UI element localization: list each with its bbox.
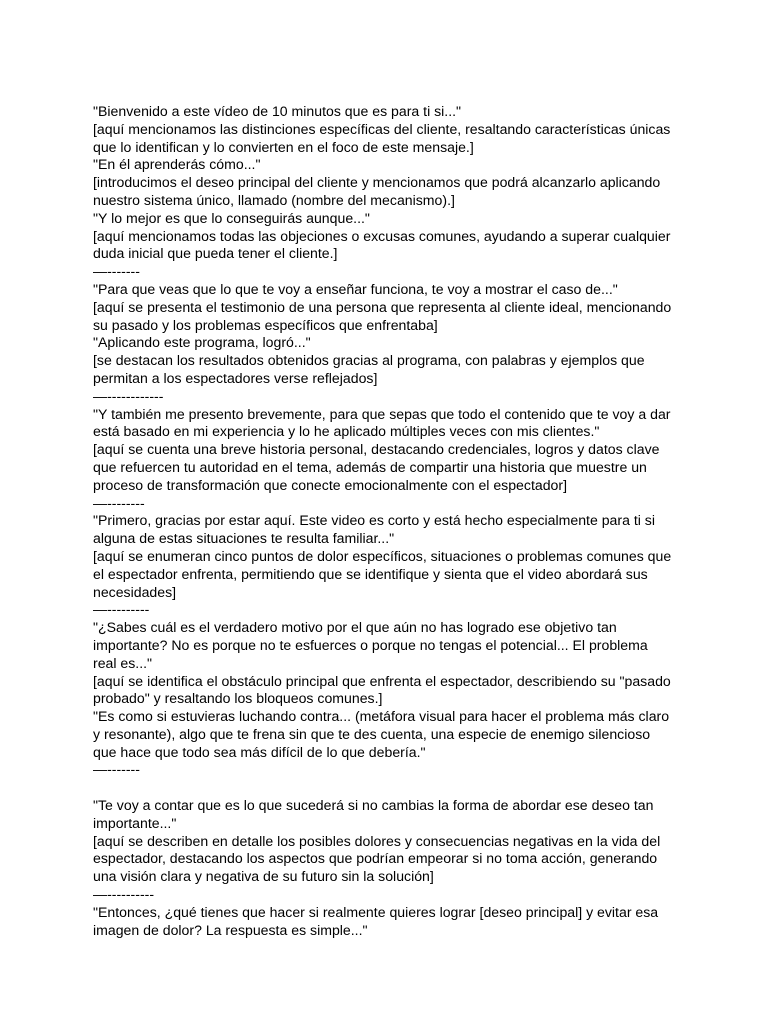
text-line: "Entonces, ¿qué tienes que hacer si realmente quieres lograr [deseo principal] y evitar esa <box>93 903 659 920</box>
text-line: [aquí se identifica el obstáculo principal que enfrenta el espectador, describiendo su "pasado <box>93 672 671 689</box>
text-line: —------------ <box>93 387 164 404</box>
text-line: "¿Sabes cuál es el verdadero motivo por el que aún no has logrado ese objetivo tan <box>93 619 617 636</box>
text-line: y resonante), algo que te frena sin que te des cuenta, una especie de enemigo silencioso <box>93 725 651 742</box>
text-line: imagen de dolor? La respuesta es simple..." <box>93 921 368 938</box>
text-line: está basado en mi experiencia y lo he aplicado múltiples veces con mis clientes." <box>93 423 600 440</box>
text-line: espectador, destacando los aspectos que podrían empeorar si no toma acción, generando <box>93 850 658 867</box>
text-line: —---------- <box>93 886 155 903</box>
text-line: [introducimos el deseo principal del cliente y mencionamos que podrá alcanzarlo aplicando <box>93 174 661 191</box>
text-line: [aquí mencionamos todas las objeciones o excusas comunes, ayudando a superar cualquier <box>93 227 671 244</box>
text-line: importante..." <box>93 814 177 831</box>
text-line: —------- <box>93 263 140 280</box>
text-line: "Y lo mejor es que lo conseguirás aunque..." <box>93 209 370 226</box>
text-line: [aquí mencionamos las distinciones específicas del cliente, resaltando características únicas <box>93 120 671 137</box>
text-line: que refuercen tu autoridad en el tema, además de compartir una historia que muestre un <box>93 458 647 475</box>
text-line: "Aplicando este programa, logró..." <box>93 334 311 351</box>
text-line: el espectador enfrenta, permitiendo que se identifique y sienta que el video abordará sus <box>93 565 648 582</box>
text-line: [aquí se enumeran cinco puntos de dolor específicos, situaciones o problemas comunes que <box>93 547 672 564</box>
text-line: [aquí se describen en detalle los posibles dolores y consecuencias negativas en la vida del <box>93 832 661 849</box>
text-line: una visión clara y negativa de su futuro sin la solución] <box>93 868 434 885</box>
text-line: necesidades] <box>93 583 177 600</box>
text-line: [se destacan los resultados obtenidos gracias al programa, con palabras y ejemplos que <box>93 352 645 369</box>
text-line: permitan a los espectadores verse reflejados] <box>93 369 378 386</box>
text-line: "Es como si estuvieras luchando contra... (metáfora visual para hacer el problema más claro <box>93 708 670 725</box>
text-line: "Bienvenido a este vídeo de 10 minutos que es para ti si..." <box>93 103 462 119</box>
text-line: "Para que veas que lo que te voy a enseñar funciona, te voy a mostrar el caso de..." <box>93 280 618 297</box>
text-line: "Te voy a contar que es lo que sucederá si no cambias la forma de abordar ese deseo tan <box>93 797 654 814</box>
text-line: alguna de estas situaciones te resulta familiar..." <box>93 530 395 547</box>
text-line: que lo identifican y lo convierten en el foco de este mensaje.] <box>93 138 474 155</box>
text-line: probado" y resaltando los bloqueos comunes.] <box>93 690 383 707</box>
text-line: [aquí se cuenta una breve historia personal, destacando credenciales, logros y datos clave <box>93 441 660 458</box>
document-page <box>93 103 683 939</box>
text-line: importante? No es porque no te esfuerces o porque no tengas el potencial... El problema <box>93 636 648 653</box>
text-line: que hace que todo sea más difícil de lo que debería." <box>93 743 426 760</box>
text-line: duda inicial que pueda tener el cliente.] <box>93 245 338 262</box>
text-line: "Y también me presento brevemente, para que sepas que todo el contenido que te voy a dar <box>93 405 671 422</box>
blank-line <box>93 779 683 797</box>
text-line: su pasado y los problemas específicos que enfrentaba] <box>93 316 438 333</box>
text-line: proceso de transformación que conecte emocionalmente con el espectador] <box>93 476 567 493</box>
text-line: —------- <box>93 761 140 778</box>
text-line: real es..." <box>93 654 153 671</box>
text-line: —--------- <box>93 601 150 618</box>
text-line: nuestro sistema único, llamado (nombre del mecanismo).] <box>93 191 455 208</box>
text-line: "En él aprenderás cómo..." <box>93 156 261 173</box>
text-line: [aquí se presenta el testimonio de una persona que representa al cliente ideal, mencionando <box>93 298 672 315</box>
text-line: "Primero, gracias por estar aquí. Este video es corto y está hecho especialmente para ti si <box>93 512 655 529</box>
text-line: —-------- <box>93 494 145 511</box>
